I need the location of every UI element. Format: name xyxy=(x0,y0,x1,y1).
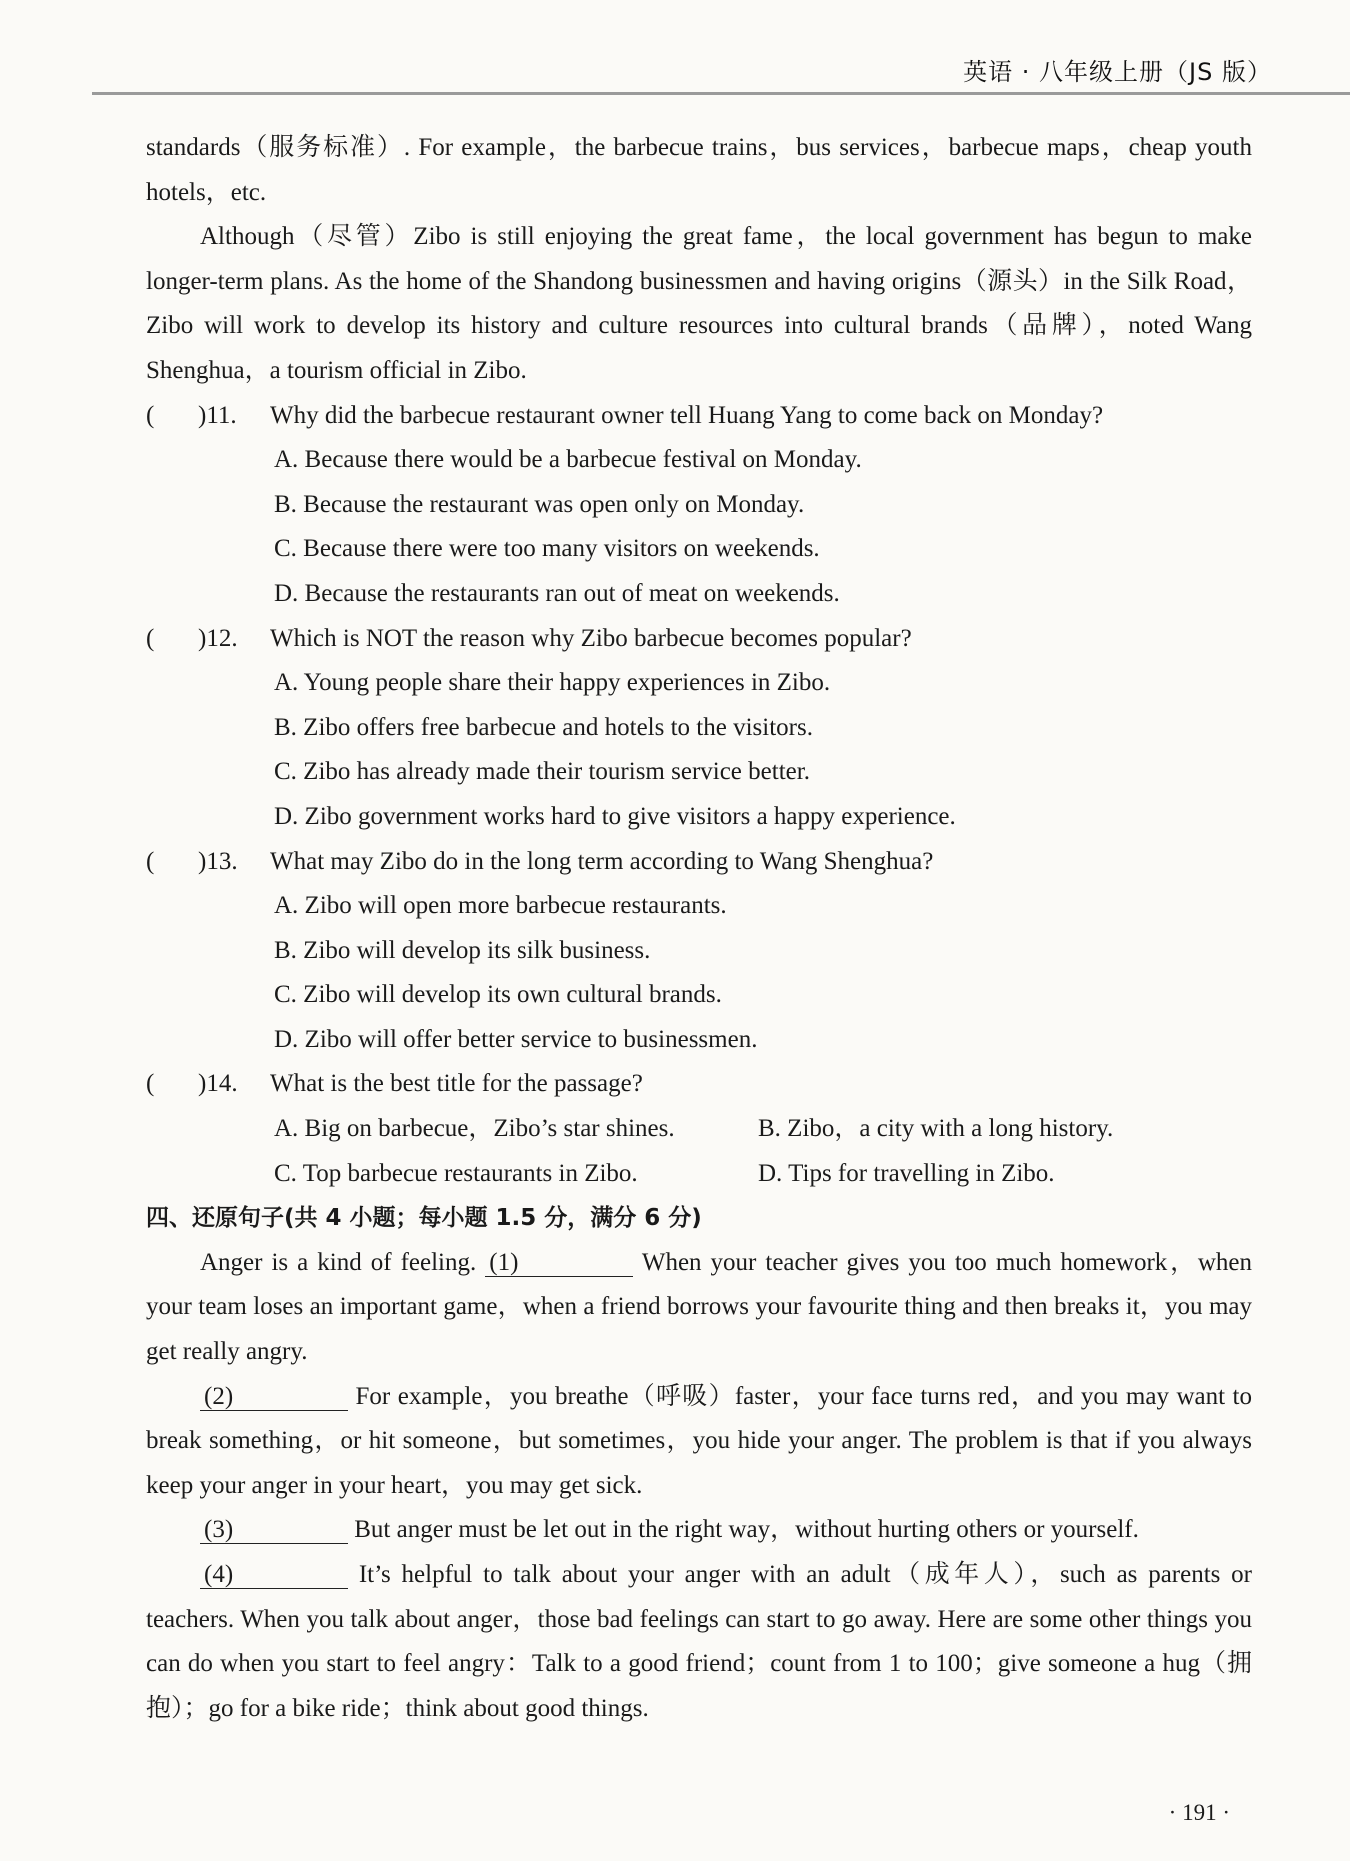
section-paragraph-1 xyxy=(146,1241,1252,1375)
passage-paragraph-2: Although（尽管）Zibo is still enjoying the great fame，the local government has begun to make longer-term plans. As the home of the Shandong businessmen and having origins（源头）in the Silk Road，Zibo will work to develop its history and culture resources into cultural brands（品牌），noted Wang Shenghua，a tourism official in Zibo. xyxy=(146,223,1252,384)
page-number: · 191 · xyxy=(1168,1800,1230,1825)
question-number: )14. xyxy=(198,1070,238,1098)
question-number: )13. xyxy=(198,847,238,875)
question-number: )11. xyxy=(198,401,237,429)
paragraph-text: For example，you breathe（呼吸）faster，your face turns red，and you may want to break something，or hit someone，but sometimes，you hide your anger. The problem is that if you always keep your anger in your heart，you may get sick. xyxy=(146,1382,1253,1499)
option-a: A. Zibo will open more barbecue restaurants. xyxy=(274,892,727,920)
blank-1[interactable]: (1) xyxy=(485,1250,633,1277)
option-a: A. Because there would be a barbecue festival on Monday. xyxy=(274,446,862,474)
option-c: C. Top barbecue restaurants in Zibo. xyxy=(274,1159,638,1187)
option-b: B. Zibo will develop its silk business. xyxy=(274,936,651,964)
answer-bracket[interactable]: ( xyxy=(146,401,155,429)
blank-3[interactable]: (3) xyxy=(200,1517,348,1544)
option-a: A. Big on barbecue，Zibo’s star shines. xyxy=(274,1115,675,1143)
option-c: C. Zibo will develop its own cultural brands. xyxy=(274,981,722,1009)
option-c: C. Because there were too many visitors on weekends. xyxy=(274,535,820,563)
header-rule xyxy=(92,92,1350,95)
answer-bracket[interactable]: ( xyxy=(146,624,155,652)
option-d: D. Zibo government works hard to give visitors a happy experience. xyxy=(274,802,956,830)
section-paragraph-4 xyxy=(146,1553,1252,1731)
question-text: What is the best title for the passage? xyxy=(270,1070,643,1098)
passage-paragraph-1: standards（服务标准）. For example，the barbecue trains，bus services，barbecue maps，cheap youth hotels，etc. xyxy=(146,134,1252,206)
question-number: )12. xyxy=(198,624,238,652)
answer-bracket[interactable]: ( xyxy=(146,847,155,875)
option-b: B. Zibo，a city with a long history. xyxy=(758,1115,1114,1143)
option-a: A. Young people share their happy experiences in Zibo. xyxy=(274,669,831,697)
blank-4[interactable]: (4) xyxy=(200,1562,348,1589)
paragraph-text: But anger must be let out in the right way，without hurting others or yourself. xyxy=(354,1516,1139,1544)
paragraph-text: It’s helpful to talk about your anger with an adult（成年人），such as parents or teachers. When you talk about anger，those bad feelings can start to go away. Here are some other things you can do when you start to feel angry：Talk to a good friend；count from 1 to 100；give someone a hug（拥抱）；go for a bike ride；think about good things. xyxy=(146,1561,1253,1722)
question-12 xyxy=(146,617,1252,662)
question-text: Which is NOT the reason why Zibo barbecue becomes popular? xyxy=(270,624,912,652)
blank-2[interactable]: (2) xyxy=(200,1384,348,1411)
question-14 xyxy=(146,1062,1252,1107)
question-13 xyxy=(146,840,1252,885)
options-row-1 xyxy=(146,1107,1252,1152)
option-d: D. Zibo will offer better service to businessmen. xyxy=(274,1025,758,1053)
options-row-2 xyxy=(146,1152,1252,1197)
page-header: 英语 · 八年级上册（JS 版） xyxy=(963,58,1272,86)
question-text: Why did the barbecue restaurant owner tell Huang Yang to come back on Monday? xyxy=(270,401,1104,429)
option-d: D. Tips for travelling in Zibo. xyxy=(758,1159,1055,1187)
paragraph-text: Anger is a kind of feeling. xyxy=(200,1248,477,1276)
section-paragraph-3 xyxy=(146,1508,1252,1553)
option-c: C. Zibo has already made their tourism service better. xyxy=(274,758,810,786)
section-paragraph-2 xyxy=(146,1375,1252,1509)
option-b: B. Because the restaurant was open only on Monday. xyxy=(274,490,805,518)
answer-bracket[interactable]: ( xyxy=(146,1070,155,1098)
question-11 xyxy=(146,394,1252,439)
section-heading: 四、还原句子(共 4 小题；每小题 1.5 分，满分 6 分) xyxy=(146,1205,702,1232)
option-d: D. Because the restaurants ran out of meat on weekends. xyxy=(274,579,840,607)
option-b: B. Zibo offers free barbecue and hotels to the visitors. xyxy=(274,713,813,741)
paragraph-text: When your teacher gives you too much homework，when your team loses an important game，when a friend borrows your favourite thing and then breaks it，you may get really angry. xyxy=(146,1248,1252,1366)
page-content xyxy=(146,126,1252,1731)
question-text: What may Zibo do in the long term according to Wang Shenghua? xyxy=(270,847,934,875)
